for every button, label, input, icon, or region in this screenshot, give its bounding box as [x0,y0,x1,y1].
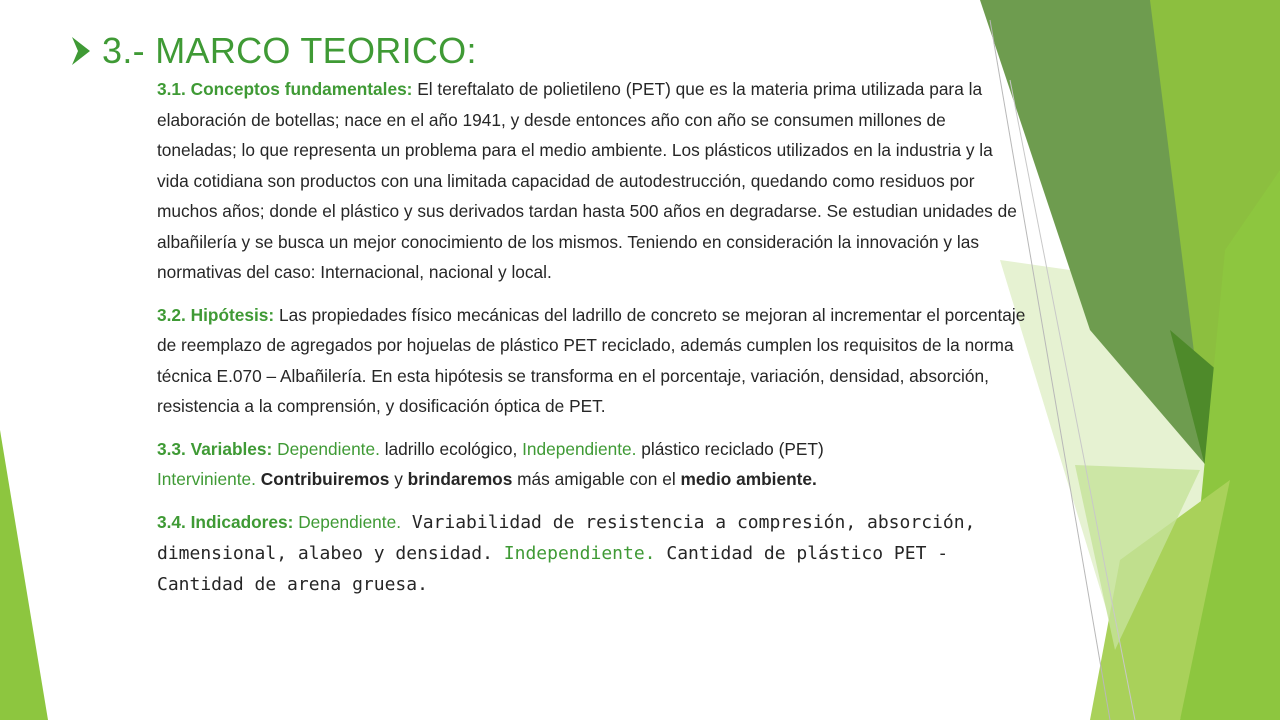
slide-title [70,28,477,74]
plain-text: más amigable con el [512,469,676,489]
arrow-bullet-icon [70,34,92,68]
section-indicadores [157,507,1027,600]
dependent-text: ladrillo ecológico, [379,438,518,459]
section-conceptos [157,74,1027,288]
plain-text: y [389,469,403,489]
section-heading: 3.1. Conceptos fundamentales: [157,79,413,99]
section-text: Las propiedades físico mecánicas del ladrillo de concreto se mejoran al incrementar el porcentaje de reemplazo de agregados por hojuelas de plástico PET reciclado, además cumplen los requisitos de la norma técnica E.070 – Albañilería. En esta hipótesis se transforma en el porcentaje, variación, densidad, absorción, resistencia a la comprensión, y dosificación óptica de PET. [157,304,1026,416]
independent-label: Independiente. [492,542,656,564]
independent-text: Cantidad de plástico PET - Cantidad de arena gruesa. [157,542,949,595]
section-heading: 3.3. Variables: [157,438,273,459]
slide-body [157,74,1027,612]
dependent-label: Dependiente. [293,511,402,532]
deco-left-triangle [0,430,48,720]
independent-label: Independiente. [517,438,637,459]
bold-text: medio ambiente. [675,469,817,489]
independent-text: plástico reciclado (PET) [636,438,824,459]
section-variables [157,434,1027,495]
slide-title-text: 3.- MARCO TEORICO: [102,30,477,71]
section-heading: 3.2. Hipótesis: [157,304,275,325]
dependent-text: Variabilidad de resistencia a compresión, absorción, dimensional, alabeo y densidad. [157,511,976,564]
section-hipotesis [157,300,1027,422]
section-text: El tereftalato de polietileno (PET) que es la materia prima utilizada para la elaboración de botellas; nace en el año 1941, y desde entonces año con año se consumen millones de toneladas; lo que representa un problema para el medio ambiente. Los plásticos utilizados en la industria y la vida cotidiana son productos con una limitada capacidad de autodestrucción, quedando como residuos por muchos años; donde el plástico y sus derivados tardan hasta 500 años en degradarse. Se estudian unidades de albañilería y se busca un mejor conocimiento de los mismos. Teniendo en consideración la innovación y las normativas del caso: Internacional, nacional y local. [157,79,1017,282]
section-heading: 3.4. Indicadores: [157,511,294,532]
dependent-label: Dependiente. [272,438,380,459]
intervening-label: Interviniente. [157,469,256,489]
bold-text: brindaremos [402,469,513,489]
bold-text: Contribuiremos [255,469,390,489]
